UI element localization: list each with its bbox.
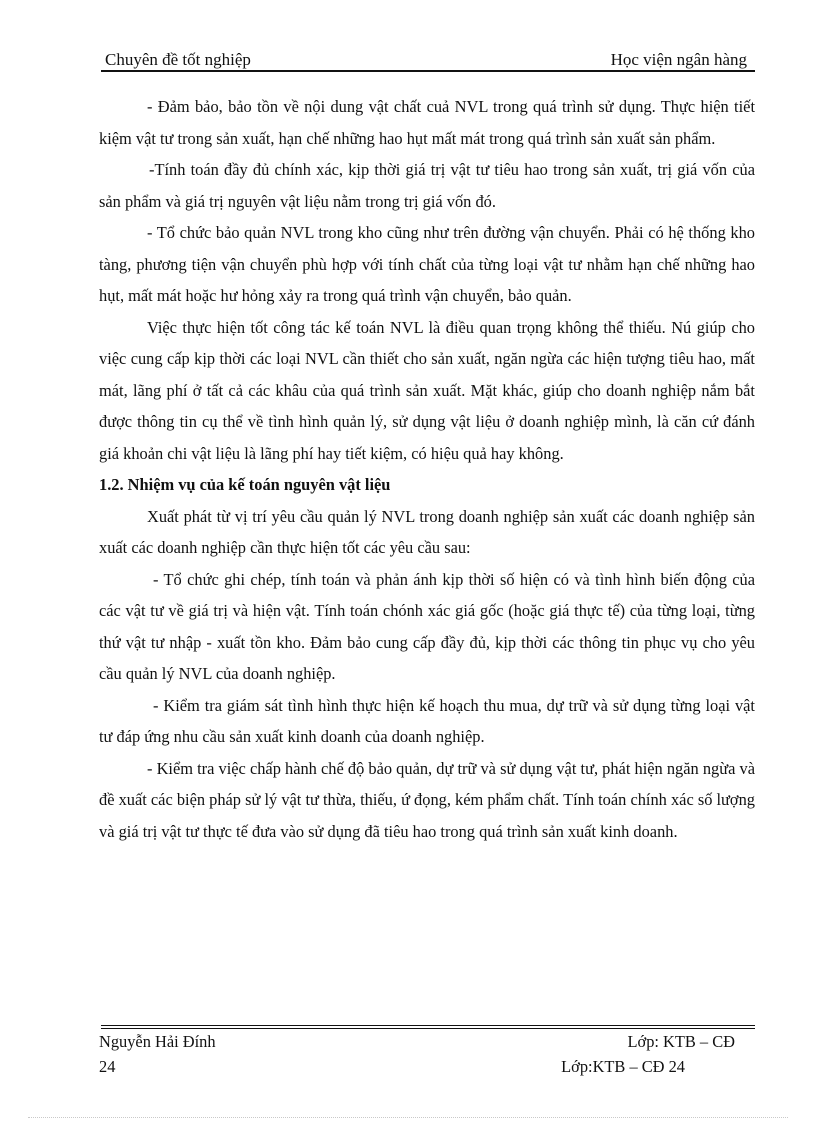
class-label-repeat: Lớp:KTB – CĐ 24 [561, 1057, 685, 1076]
author-name: Nguyễn Hải Đính [99, 1032, 216, 1051]
paragraph: -Tính toán đầy đủ chính xác, kịp thời giá trị vật tư tiêu hao trong sản xuất, trị giá vốn của sản phẩm và giá trị nguyên vật liệu nằm trong trị giá vốn đó. [99, 160, 755, 211]
page-number: 24 [99, 1057, 116, 1076]
paragraph: - Đảm bảo, bảo tồn về nội dung vật chất cuả NVL trong quá trình sử dụng. Thực hiện tiết kiệm vật tư trong sản xuất, hạn chế những hao hụt mất mát trong quá trình sản xuất sản phẩm. [99, 97, 755, 148]
footer-rule-bottom [101, 1028, 755, 1029]
class-label: Lớp: KTB – CĐ [627, 1032, 735, 1051]
header-rule [101, 70, 755, 72]
document-body [99, 91, 755, 847]
paragraph: Xuất phát từ vị trí yêu cầu quản lý NVL trong doanh nghiệp sản xuất các doanh nghiệp sản xuất các doanh nghiệp cần thực hiện tốt các yêu cầu sau: [99, 506, 755, 557]
paragraph: Việc thực hiện tốt công tác kế toán NVL là điều quan trọng không thể thiếu. Nú giúp cho việc cung cấp kịp thời các loại NVL cần thiết cho sản xuất, ngăn ngừa các hiện tượng tiêu hao, mất mát, lãng phí ở tất cả các khâu của quá trình sản xuất. Mặt khác, giúp cho doanh nghiệp nắm bắt được thông tin cụ thể về tình hình quản lý, sử dụng vật liệu ở doanh nghiệp mình, là căn cứ đánh giá khoản chi vật liệu là lãng phí hay tiết kiệm, có hiệu quả hay không. [99, 317, 755, 463]
page-header [101, 50, 755, 72]
header-institution: Học viện ngân hàng [610, 50, 747, 69]
paragraph: - Kiểm tra giám sát tình hình thực hiện kế hoạch thu mua, dự trữ và sử dụng từng loại vật tư đáp ứng nhu cầu sản xuất kinh doanh của doanh nghiệp. [99, 695, 755, 746]
footer-rule-top [101, 1025, 755, 1026]
header-title: Chuyên đề tốt nghiệp [105, 50, 251, 69]
section-heading: 1.2. Nhiệm vụ của kế toán nguyên vật liệu [99, 475, 391, 494]
paragraph: - Tổ chức ghi chép, tính toán và phản ánh kịp thời số hiện có và tình hình biến động của các vật tư về giá trị và hiện vật. Tính toán chónh xác giá gốc (hoặc giá thực tế) của từng loại, từng thứ vật tư nhập - xuất tồn kho. Đảm bảo cung cấp đầy đủ, kịp thời các thông tin phục vụ cho yêu cầu quản lý NVL của doanh nghiệp. [99, 569, 755, 683]
paragraph: - Tổ chức bảo quản NVL trong kho cũng như trên đường vận chuyển. Phải có hệ thống kho tàng, phương tiện vận chuyển phù hợp với tính chất của từng loại vật tư nhằm hạn chế những hao hụt, mất mát hoặc hư hỏng xảy ra trong quá trình vận chuyển, bảo quản. [99, 223, 755, 305]
paragraph: - Kiểm tra việc chấp hành chế độ bảo quản, dự trữ và sử dụng vật tư, phát hiện ngăn ngừa và đề xuất các biện pháp sử lý vật tư thừa, thiếu, ứ đọng, kém phẩm chất. Tính toán chính xác số lượng và giá trị vật tư thực tế đưa vào sử dụng đã tiêu hao trong quá trình sản xuất kinh doanh. [99, 758, 755, 841]
page-boundary [28, 1117, 788, 1118]
